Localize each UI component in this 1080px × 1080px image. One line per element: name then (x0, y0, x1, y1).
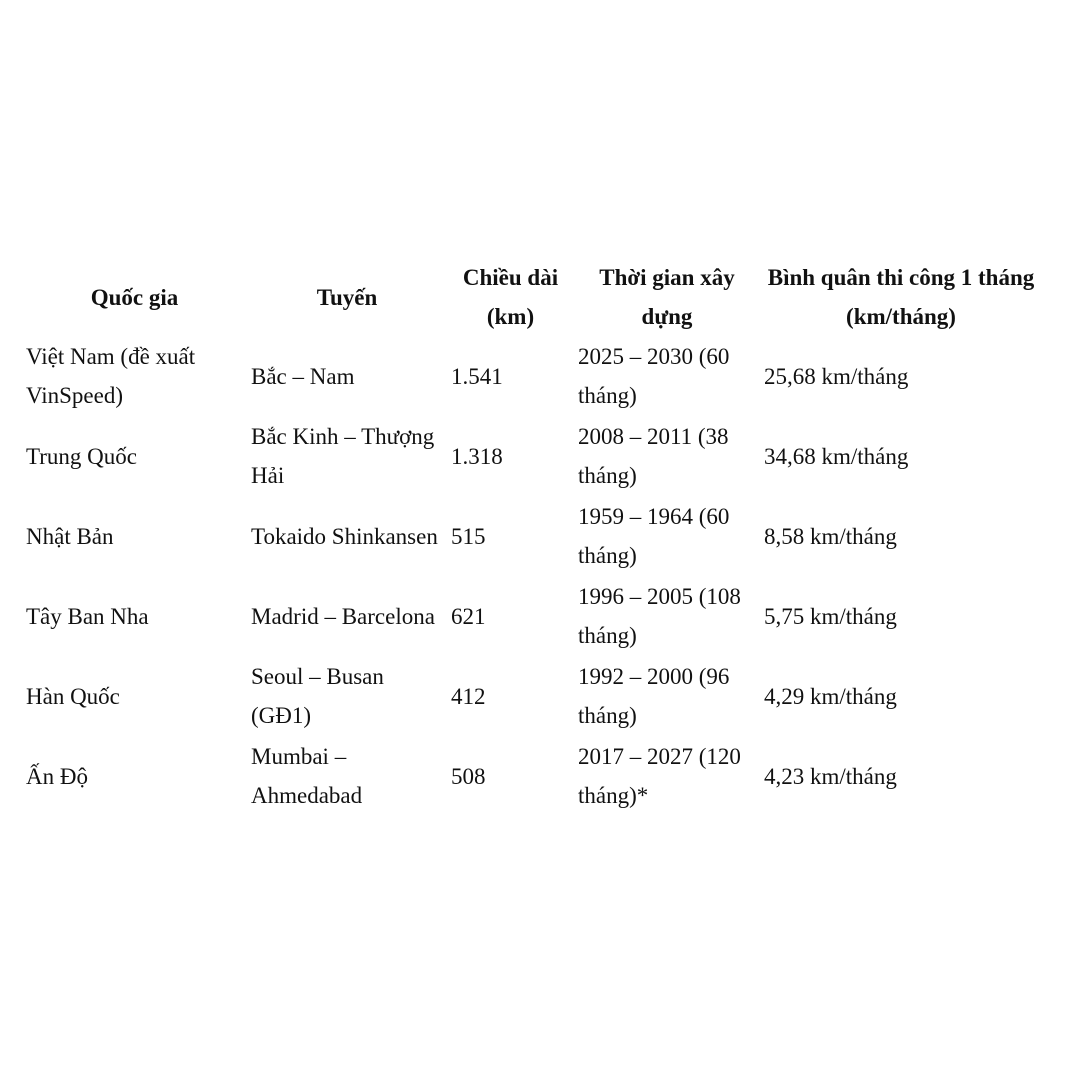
cell-country: Tây Ban Nha (26, 603, 149, 629)
cell-period: 1992 – 2000 (96 tháng) (578, 664, 730, 728)
cell-length: 1.318 (451, 443, 503, 469)
header-period: Thời gian xây dựng (599, 265, 735, 329)
table-row (22, 496, 1042, 576)
cell-length: 515 (451, 523, 486, 549)
cell-period: 2008 – 2011 (38 tháng) (578, 424, 729, 488)
cell-route: Seoul – Busan (GĐ1) (251, 664, 384, 728)
header-rate: Bình quân thi công 1 tháng (km/tháng) (767, 265, 1035, 329)
cell-length: 1.541 (451, 363, 503, 389)
cell-period: 2025 – 2030 (60 tháng) (578, 344, 730, 408)
cell-route: Bắc – Nam (251, 363, 355, 389)
cell-country: Việt Nam (đề xuất VinSpeed) (26, 344, 196, 408)
cell-route: Mumbai – Ahmedabad (251, 744, 363, 808)
cell-route: Bắc Kinh – Thượng Hải (251, 424, 435, 488)
cell-country: Ấn Độ (26, 763, 88, 789)
header-length: Chiều dài (km) (462, 265, 559, 329)
cell-rate: 34,68 km/tháng (764, 443, 909, 469)
cell-rate: 5,75 km/tháng (764, 603, 897, 629)
table-row (22, 656, 1042, 736)
table-row (22, 576, 1042, 656)
header-row (22, 258, 1042, 336)
table-row (22, 336, 1042, 416)
cell-rate: 25,68 km/tháng (764, 363, 909, 389)
table-body (22, 336, 1042, 816)
cell-country: Nhật Bản (26, 523, 114, 549)
cell-route: Tokaido Shinkansen (251, 523, 438, 549)
cell-country: Trung Quốc (26, 443, 137, 469)
cell-length: 508 (451, 763, 486, 789)
header-country: Quốc gia (90, 284, 179, 310)
cell-country: Hàn Quốc (26, 683, 120, 709)
cell-length: 621 (451, 603, 486, 629)
cell-rate: 4,23 km/tháng (764, 763, 897, 789)
rail-comparison-table (22, 258, 1042, 816)
cell-length: 412 (451, 683, 486, 709)
cell-period: 1959 – 1964 (60 tháng) (578, 504, 730, 568)
table-header (22, 258, 1042, 336)
cell-rate: 4,29 km/tháng (764, 683, 897, 709)
cell-period: 2017 – 2027 (120 tháng)* (578, 744, 741, 808)
header-route: Tuyến (316, 284, 378, 310)
cell-rate: 8,58 km/tháng (764, 523, 897, 549)
table-row (22, 416, 1042, 496)
cell-route: Madrid – Barcelona (251, 603, 435, 629)
cell-period: 1996 – 2005 (108 tháng) (578, 584, 741, 648)
table-row (22, 736, 1042, 816)
